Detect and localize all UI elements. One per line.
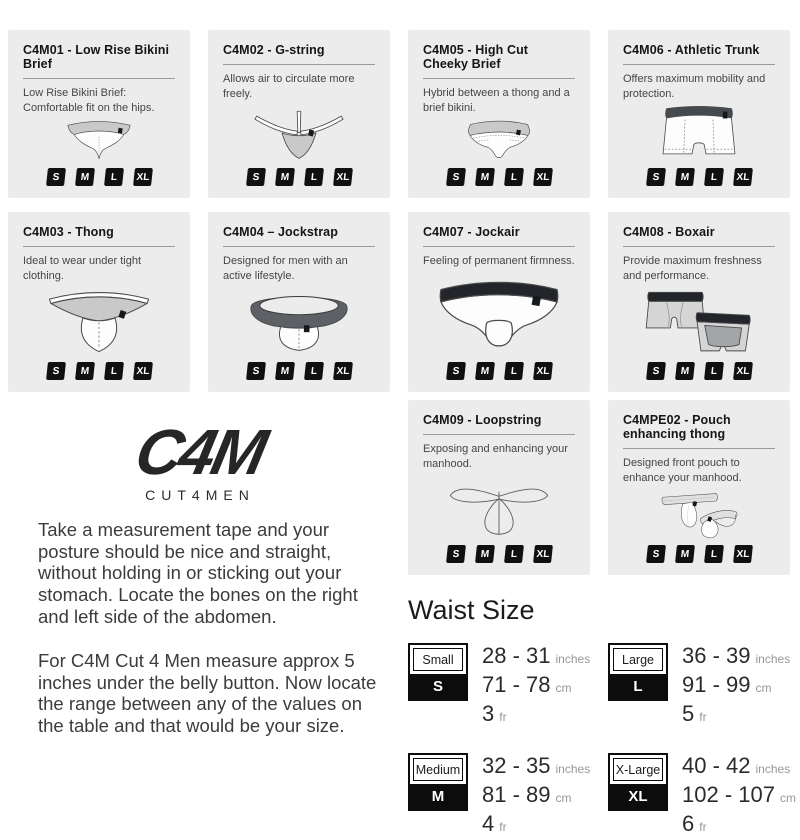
athletic-trunk-illustration xyxy=(623,104,775,162)
product-card-c4m08 xyxy=(608,212,790,392)
product-title: C4M03 - Thong xyxy=(23,225,114,239)
size-chip-m[interactable]: M xyxy=(75,168,95,186)
size-swatch-small xyxy=(408,643,468,701)
size-values xyxy=(682,643,790,730)
boxair-illustration xyxy=(623,286,775,356)
pouch-thong-icon xyxy=(623,488,775,539)
fr-unit: fr xyxy=(499,710,507,724)
divider xyxy=(623,64,775,65)
product-description: Provide maximum freshness and performance. xyxy=(623,255,762,282)
cm-unit: cm xyxy=(555,791,572,805)
cm-unit: cm xyxy=(555,681,572,695)
waist-size-title: Waist Size xyxy=(408,595,535,625)
waist-size-section xyxy=(408,595,794,840)
size-chip-l[interactable]: L xyxy=(304,362,324,380)
size-chip-s[interactable]: S xyxy=(446,545,466,563)
size-chip-s[interactable]: S xyxy=(46,168,66,186)
pouch-enhancing-thong-illustration xyxy=(623,488,775,539)
product-title: C4M07 - Jockair xyxy=(423,225,520,239)
jockair-icon xyxy=(424,272,574,356)
product-description: Feeling of permanent firmness. xyxy=(423,255,575,267)
divider xyxy=(23,246,175,247)
fr-value: 3 xyxy=(482,701,495,726)
size-chip-m[interactable]: M xyxy=(475,362,495,380)
measurement-instructions xyxy=(38,519,390,760)
brief-icon xyxy=(24,118,174,162)
product-description: Exposing and enhancing your manhood. xyxy=(423,443,568,470)
size-chip-m[interactable]: M xyxy=(675,362,695,380)
size-chip-s[interactable]: S xyxy=(646,362,666,380)
size-chip-s[interactable]: S xyxy=(46,362,66,380)
size-chip-xl[interactable]: XL xyxy=(333,168,353,186)
jockstrap-icon xyxy=(224,286,374,356)
cm-unit: cm xyxy=(779,791,796,805)
product-description: Low Rise Bikini Brief: Comfortable fit on the hips. xyxy=(23,87,155,114)
size-chip-xl[interactable]: XL xyxy=(533,545,553,563)
divider xyxy=(223,64,375,65)
product-card-c4m02 xyxy=(208,30,390,198)
inches-unit: inches xyxy=(755,762,791,776)
brand-logo-subtext: CUT4MEN xyxy=(145,487,255,503)
cm-unit: cm xyxy=(755,681,772,695)
waist-entry-medium xyxy=(408,753,608,840)
fr-unit: fr xyxy=(499,820,507,834)
size-values xyxy=(482,643,590,730)
size-chip-s[interactable]: S xyxy=(246,362,266,380)
product-title: C4M06 - Athletic Trunk xyxy=(623,43,760,57)
cheeky-brief-icon xyxy=(424,118,574,162)
size-chip-l[interactable]: L xyxy=(104,168,124,186)
size-swatch-x-large xyxy=(608,753,668,811)
brand-logo xyxy=(30,416,370,503)
size-chip-l[interactable]: L xyxy=(504,168,524,186)
waist-entry-large xyxy=(608,643,794,730)
size-chip-m[interactable]: M xyxy=(275,362,295,380)
instructions-paragraph-1: Take a measurement tape and your posture should be nice and straight, without holding in or sticking out your stomach. Locate the bones on the right and left side of the abdomen. xyxy=(38,519,358,627)
product-card-c4mpe02 xyxy=(608,400,790,575)
size-chip-m[interactable]: M xyxy=(75,362,95,380)
size-chip-xl[interactable]: XL xyxy=(133,362,153,380)
boxer-icon xyxy=(623,286,775,356)
size-name: X-Large xyxy=(613,758,663,781)
cm-value: 91 - 99 xyxy=(682,672,751,697)
fr-unit: fr xyxy=(699,820,707,834)
size-options xyxy=(423,545,575,563)
thong-illustration xyxy=(23,286,175,356)
divider xyxy=(423,434,575,435)
high-cut-cheeky-brief-illustration xyxy=(423,118,575,162)
product-title: C4M04 – Jockstrap xyxy=(223,225,338,239)
divider xyxy=(623,246,775,247)
size-options xyxy=(23,362,175,380)
size-options xyxy=(423,362,575,380)
size-chip-s[interactable]: S xyxy=(246,168,266,186)
size-options xyxy=(623,168,775,186)
loopstring-icon xyxy=(424,474,574,539)
size-options xyxy=(223,362,375,380)
loopstring-illustration xyxy=(423,474,575,539)
low-rise-bikini-brief-illustration xyxy=(23,118,175,162)
divider xyxy=(23,78,175,79)
size-swatch-large xyxy=(608,643,668,701)
fr-value: 6 xyxy=(682,811,695,836)
product-description: Designed front pouch to enhance your manhood. xyxy=(623,457,742,484)
size-letter: S xyxy=(410,674,466,699)
size-chip-m[interactable]: M xyxy=(675,545,695,563)
brand-logo-text: C4M xyxy=(129,416,271,488)
fr-value: 4 xyxy=(482,811,495,836)
size-options xyxy=(23,168,175,186)
size-chip-m[interactable]: M xyxy=(275,168,295,186)
size-chip-l[interactable]: L xyxy=(704,362,724,380)
product-title: C4M08 - Boxair xyxy=(623,225,715,239)
size-chip-l[interactable]: L xyxy=(104,362,124,380)
fr-unit: fr xyxy=(699,710,707,724)
cm-value: 102 - 107 xyxy=(682,782,775,807)
inches-unit: inches xyxy=(555,652,591,666)
size-chip-xl[interactable]: XL xyxy=(533,362,553,380)
product-title: C4M05 - High Cut Cheeky Brief xyxy=(423,43,529,71)
product-title: C4MPE02 - Pouch enhancing thong xyxy=(623,413,731,441)
size-name: Large xyxy=(613,648,663,671)
product-card-c4m07 xyxy=(408,212,590,392)
waist-size-grid xyxy=(408,643,794,840)
inches-value: 40 - 42 xyxy=(682,753,751,778)
size-values xyxy=(682,753,796,840)
product-card-c4m03 xyxy=(8,212,190,392)
size-values xyxy=(482,753,590,840)
size-chip-m[interactable]: M xyxy=(475,168,495,186)
size-options xyxy=(423,168,575,186)
inches-unit: inches xyxy=(555,762,591,776)
product-title: C4M01 - Low Rise Bikini Brief xyxy=(23,43,170,71)
size-chip-xl[interactable]: XL xyxy=(733,362,753,380)
product-description: Offers maximum mobility and protection. xyxy=(623,73,766,100)
inches-value: 32 - 35 xyxy=(482,753,551,778)
size-chip-xl[interactable]: XL xyxy=(333,362,353,380)
product-description: Ideal to wear under tight clothing. xyxy=(23,255,142,282)
jockair-illustration xyxy=(423,272,575,356)
size-chip-s[interactable]: S xyxy=(646,545,666,563)
size-chip-xl[interactable]: XL xyxy=(533,168,553,186)
g-string-icon xyxy=(224,104,374,162)
size-letter: XL xyxy=(610,784,666,809)
inches-value: 36 - 39 xyxy=(682,643,751,668)
size-chip-l[interactable]: L xyxy=(704,545,724,563)
product-card-c4m05 xyxy=(408,30,590,198)
size-chip-l[interactable]: L xyxy=(504,362,524,380)
size-name: Medium xyxy=(413,758,463,781)
divider xyxy=(423,246,575,247)
trunk-icon xyxy=(630,104,768,162)
divider xyxy=(223,246,375,247)
size-chip-xl[interactable]: XL xyxy=(733,545,753,563)
size-chip-l[interactable]: L xyxy=(504,545,524,563)
size-chip-l[interactable]: L xyxy=(304,168,324,186)
size-chip-l[interactable]: L xyxy=(704,168,724,186)
instructions-paragraph-2: For C4M Cut 4 Men measure approx 5 inches under the belly button. Now locate the range between any of the values on the table and that would be your size. xyxy=(38,650,377,737)
size-chip-xl[interactable]: XL xyxy=(133,168,153,186)
jockstrap-illustration xyxy=(223,286,375,356)
product-description: Allows air to circulate more freely. xyxy=(223,73,355,100)
g-string-illustration xyxy=(223,104,375,162)
waist-entry-x-large xyxy=(608,753,794,840)
size-options xyxy=(623,545,775,563)
inches-value: 28 - 31 xyxy=(482,643,551,668)
waist-entry-small xyxy=(408,643,608,730)
size-options xyxy=(623,362,775,380)
product-card-c4m09 xyxy=(408,400,590,575)
product-description: Hybrid between a thong and a brief bikini. xyxy=(423,87,570,114)
size-letter: M xyxy=(410,784,466,809)
product-card-c4m06 xyxy=(608,30,790,198)
product-description: Designed for men with an active lifestyle. xyxy=(223,255,348,282)
product-title: C4M02 - G-string xyxy=(223,43,325,57)
cm-value: 81 - 89 xyxy=(482,782,551,807)
size-chip-s[interactable]: S xyxy=(646,168,666,186)
divider xyxy=(623,448,775,449)
product-card-c4m04 xyxy=(208,212,390,392)
inches-unit: inches xyxy=(755,652,791,666)
size-options xyxy=(223,168,375,186)
product-card-c4m01 xyxy=(8,30,190,198)
cm-value: 71 - 78 xyxy=(482,672,551,697)
size-swatch-medium xyxy=(408,753,468,811)
thong-icon xyxy=(24,286,174,356)
size-chip-xl[interactable]: XL xyxy=(733,168,753,186)
size-chip-m[interactable]: M xyxy=(675,168,695,186)
size-chip-m[interactable]: M xyxy=(475,545,495,563)
size-chip-s[interactable]: S xyxy=(446,168,466,186)
product-title: C4M09 - Loopstring xyxy=(423,413,542,427)
fr-value: 5 xyxy=(682,701,695,726)
size-name: Small xyxy=(413,648,463,671)
size-letter: L xyxy=(610,674,666,699)
divider xyxy=(423,78,575,79)
size-chip-s[interactable]: S xyxy=(446,362,466,380)
